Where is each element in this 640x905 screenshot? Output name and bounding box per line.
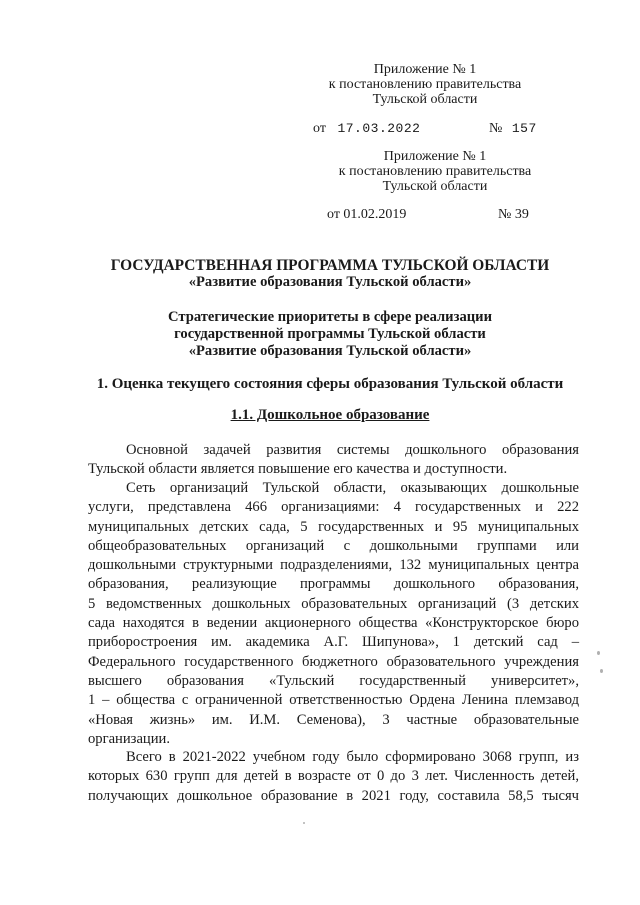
paragraph-2-line: муниципальных детских сада, 5 государственных и 95 муниципальных [88,518,579,535]
attachment-current-line2: к постановлению правительства [328,77,522,92]
paragraph-2-line: высшего образования «Тульский государственный университет», [88,672,579,689]
attachment-original-line1: Приложение № 1 [383,149,487,164]
paragraph-2-line: «Новая жизнь» им. И.М. Семенова), 3 частные образовательные [88,711,579,728]
number-value: 157 [511,121,537,136]
paragraph-2-line: общеобразовательных организаций с дошкольными группами или [88,537,579,554]
scan-speck [303,822,305,824]
paragraph-2-line: 5 ведомственных дошкольных образовательных организаций (3 детских [88,595,579,612]
paragraph-3 [88,748,579,806]
attachment-current-header [300,62,550,107]
date-prefix: от [313,121,326,136]
attachment-current-line3: Тульской области [372,92,478,107]
program-subtitle: «Развитие образования Тульской области» [188,274,472,290]
paragraph-2-line: Федерального государственного бюджетного образовательного учреждения [88,653,579,670]
program-title: ГОСУДАРСТВЕННАЯ ПРОГРАММА ТУЛЬСКОЙ ОБЛАСТИ [110,257,550,274]
priorities-line3: «Развитие образования Тульской области» [188,343,472,359]
paragraph-2 [88,479,579,749]
number-prefix: № [489,121,503,136]
paragraph-2-line: дошкольными структурными подразделениями, 132 муниципальных центра [88,557,579,574]
priorities-line2: государственной программы Тульской области [174,326,486,342]
attachment-current-number [489,121,537,137]
paragraph-2-line: организации. [88,730,170,747]
attachment-original-header [310,149,560,194]
attachment-current-line1: Приложение № 1 [373,62,477,77]
paragraph-3-line: Всего в 2021-2022 учебном году было сформировано 3068 групп, из [126,749,579,765]
paragraph-2-line: сада находятся в ведении акционерного общества «Конструкторское бюро [88,615,579,632]
scan-speck [600,669,603,673]
paragraph-3-line: получающих дошкольное образование в 2021 году, составила 58,5 тысяч [88,787,579,804]
attachment-original-number: № 39 [498,207,529,222]
section-title: 1. Оценка текущего состояния сферы образования Тульской области [96,376,564,392]
attachment-original-line3: Тульской области [382,179,488,194]
paragraph-2-line: Сеть организаций Тульской области, оказывающих дошкольные [126,480,579,496]
attachment-original-line2: к постановлению правительства [338,164,532,179]
paragraph-1-line: Основной задачей развития системы дошкольного образования [126,442,579,458]
attachment-original-date: от 01.02.2019 [327,207,407,222]
paragraph-2-line: 1 – общества с ограниченной ответственностью Ордена Ленина племзавод [88,692,579,709]
paragraph-1 [88,441,579,480]
date-value: 17.03.2022 [337,121,421,136]
scan-speck [597,651,600,655]
paragraph-2-line: образования, реализующие программы дошкольного образования, [88,576,579,593]
paragraph-1-line: Тульской области является повышение его качества и доступности. [88,461,508,478]
paragraph-2-line: приборостроения им. академика А.Г. Шипунова», 1 детский сад – [88,634,579,651]
priorities-line1: Стратегические приоритеты в сфере реализации [168,309,492,325]
paragraph-3-line: которых 630 групп для детей в возрасте от 0 до 3 лет. Численность детей, [88,768,579,785]
subsection-title: 1.1. Дошкольное образование [230,407,430,423]
attachment-current-date [313,121,420,137]
paragraph-2-line: услуги, представлена 466 организациями: 4 государственных и 222 [88,499,579,516]
